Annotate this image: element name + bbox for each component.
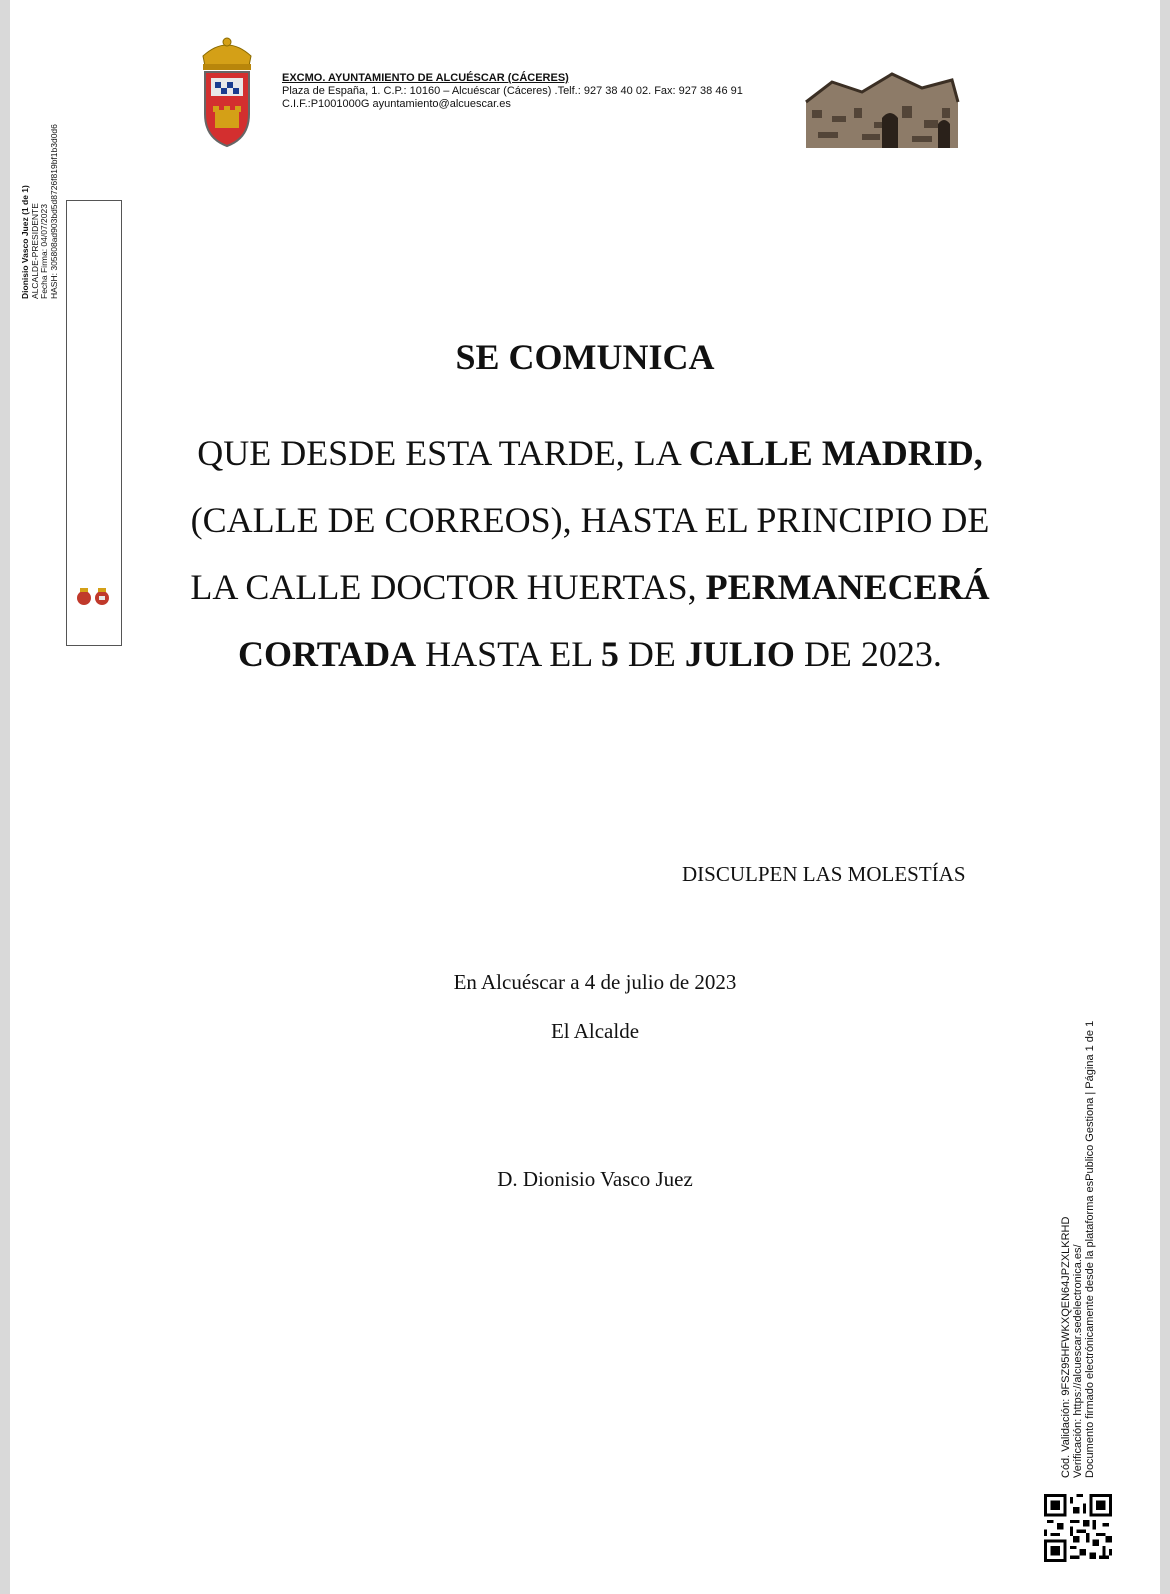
notice-bold-day: 5 [600, 634, 619, 674]
header-title: EXCMO. AYUNTAMIENTO DE ALCUÉSCAR (CÁCERES) [282, 72, 569, 84]
signer-role: El Alcalde [550, 1019, 640, 1043]
notice-title: SE COMUNICA [455, 337, 715, 377]
mini-crests-icon [72, 586, 116, 610]
notice-bold-month: JULIO [684, 634, 795, 674]
notice-text-3: HASTA EL [416, 634, 601, 674]
notice-text-2: (CALLE DE CORREOS), HASTA EL PRINCIPIO DE LA CALLE DOCTOR HUERTAS, [190, 500, 990, 607]
notice-text-4: DE [618, 634, 685, 674]
notice-text-5: DE 2023. [794, 634, 942, 674]
stamp-name: Dionisio Vasco Juez (1 de 1) [20, 185, 30, 299]
stamp-date: Fecha Firma: 04/07/2023 [39, 204, 49, 299]
verification-platform-line: Documento firmado electrónicamente desde la plataforma esPublico Gestiona | Página 1 de 1 [1084, 1020, 1096, 1478]
stamp-role: ALCALDE-PRESIDENTE [29, 203, 40, 299]
header-cif-email: C.I.F.:P1001000G ayuntamiento@alcuescar.es [282, 98, 511, 110]
stamp-hash: HASH: 305808ad903bd5d8726f819bf1b3d0d6 [48, 124, 59, 299]
signature-stamp-box [66, 200, 122, 646]
coat-of-arms-icon [193, 34, 261, 154]
notice-bold-street: CALLE MADRID, [688, 433, 983, 473]
apology-text: DISCULPEN LAS MOLESTÍAS [682, 862, 966, 886]
notice-body [175, 420, 1005, 688]
signature-stamp-text [21, 59, 59, 299]
place-date: En Alcuéscar a 4 de julio de 2023 [453, 970, 737, 994]
verification-text [1060, 1021, 1096, 1478]
header-text [282, 72, 743, 111]
notice-text-1: QUE DESDE ESTA TARDE, LA [197, 433, 689, 473]
header-address: Plaza de España, 1. C.P.: 10160 – Alcuéscar (Cáceres) .Telf.: 927 38 40 02. Fax: 927 38 46 91 [282, 85, 743, 97]
verification-code: Cód. Validación: 9FSZ95HFWKXQEN64JPZXLKRHD [1060, 1216, 1072, 1478]
qr-code-icon [1044, 1494, 1112, 1562]
verification-page: Página 1 de 1 [1084, 1020, 1096, 1089]
notice-bold-closed: PERMANECERÁ CORTADA [238, 567, 990, 674]
church-photo-icon [802, 62, 962, 150]
signer-name: D. Dionisio Vasco Juez [497, 1167, 693, 1191]
document-page [10, 0, 1160, 1594]
verification-url: Verificación: https://alcuescar.sedelectronica.es/ [1072, 1244, 1084, 1478]
verification-platform: Documento firmado electrónicamente desde la plataforma esPublico Gestiona [1084, 1097, 1096, 1478]
